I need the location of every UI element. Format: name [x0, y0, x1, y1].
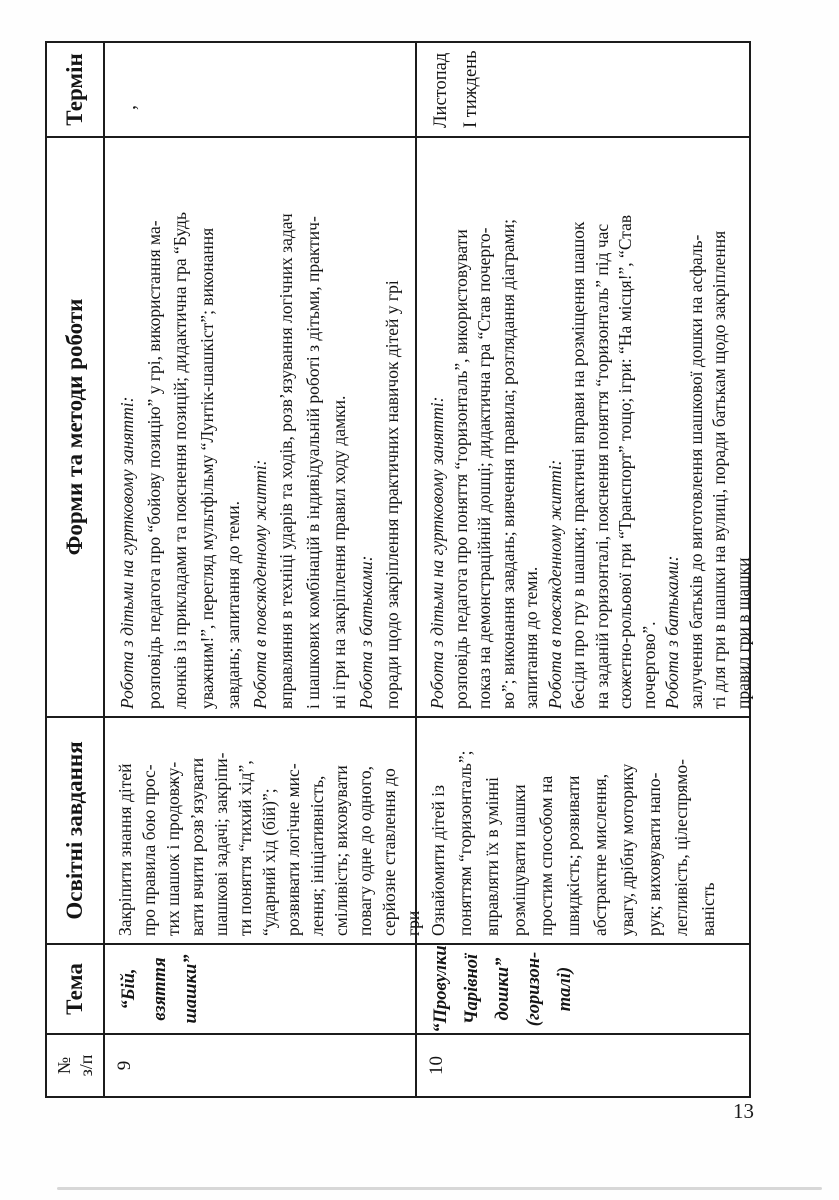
program-table	[45, 41, 751, 1098]
header-cell-topic: Тема	[47, 943, 105, 1033]
rotated-table-sheet	[45, 45, 753, 1098]
row-10-term-cell: Листопад І тиждень	[431, 50, 481, 128]
row-9-term-cell	[105, 43, 417, 136]
row-9-num-cell: 9	[105, 1033, 417, 1096]
row-10-tasks-cell: Ознайомити дітей із поняттям “горизонталь”; вправляти їх в умінні розміщувати шашки простим способом на швидкість; розвивати абстрактне мислення, увагу, дрібну моторику рук; виховувати напо- легливість, цілеспрямо- ваність	[417, 716, 749, 943]
header-cell-num: № з/п	[47, 1033, 105, 1096]
row-10-topic-cell: “Провулки Чарівної дошки” (горизон- талі)	[417, 943, 749, 1033]
row-10-num-cell: 10	[417, 1033, 749, 1096]
scan-artifact-line	[57, 1187, 822, 1190]
row-9-tasks-cell: Закріпити знання дітей про правила бою прос- тих шашок і продовжу- вати вчити розв’язувати шашкові задачі; закріпи- ти поняття “тихий хід”, “ударний хід (бій)”; розвивати логічне мис- лення; ініціативність, сміливість; виховувати повагу одне до одного, серйозне ставлення до гри	[105, 716, 417, 943]
header-cell-tasks: Освітні завдання	[47, 716, 105, 943]
header-cell-methods: Форми та методи роботи	[47, 136, 105, 716]
row-10-methods-cell: Робота з дітьми на гуртковому занятті: розповідь педагога про поняття “горизонталь”, використовувати показ на демонстраційній дошці; дидактична гра “Став почерго- во”; виконання завдань; вивчення правила; розглядання діаграми; запитання до теми. Робота в повсякденному житті: бесіди про гру в шашки; практичні вправи на розміщення шашок на заданій горизонталі, пояснення поняття “горизонталь” під час сюжетно-рольової гри “Транспорт” тощо; ігри: “На місця!”, “Став почергово”. Робота з батьками: залучення батьків до виготовлення шашкової дошки на асфаль- ті для гри в шашки на вулиці, поради батькам щодо закріплення правил гри в шашки	[417, 136, 749, 716]
row-9-topic-cell: “Бій, взяття шашки”	[105, 943, 417, 1033]
page-number: 13	[733, 1099, 754, 1123]
row-9-methods-cell: Робота з дітьми на гуртковому занятті: розповідь педагога про “бойову позицію” у грі, використання ма- люнків із прикладами та пояснення позицій; дидактична гра “Будь уважним!”, перегляд мультфільму “Лунтік-шашкіст”; виконання завдань; запитання до теми. Робота в повсякденному житті: вправляння в техніці ударів та ходів, розв’язування логічних задач і шашкових комбінацій в індивідуальній роботі з дітьми, практич- ні ігри на закріплення правил ходу дамки. Робота з батьками: поради щодо закріплення практичних навичок дітей у грі	[105, 136, 417, 716]
ditto-mark: ,	[118, 105, 140, 110]
header-cell-term: Термін	[47, 43, 105, 136]
